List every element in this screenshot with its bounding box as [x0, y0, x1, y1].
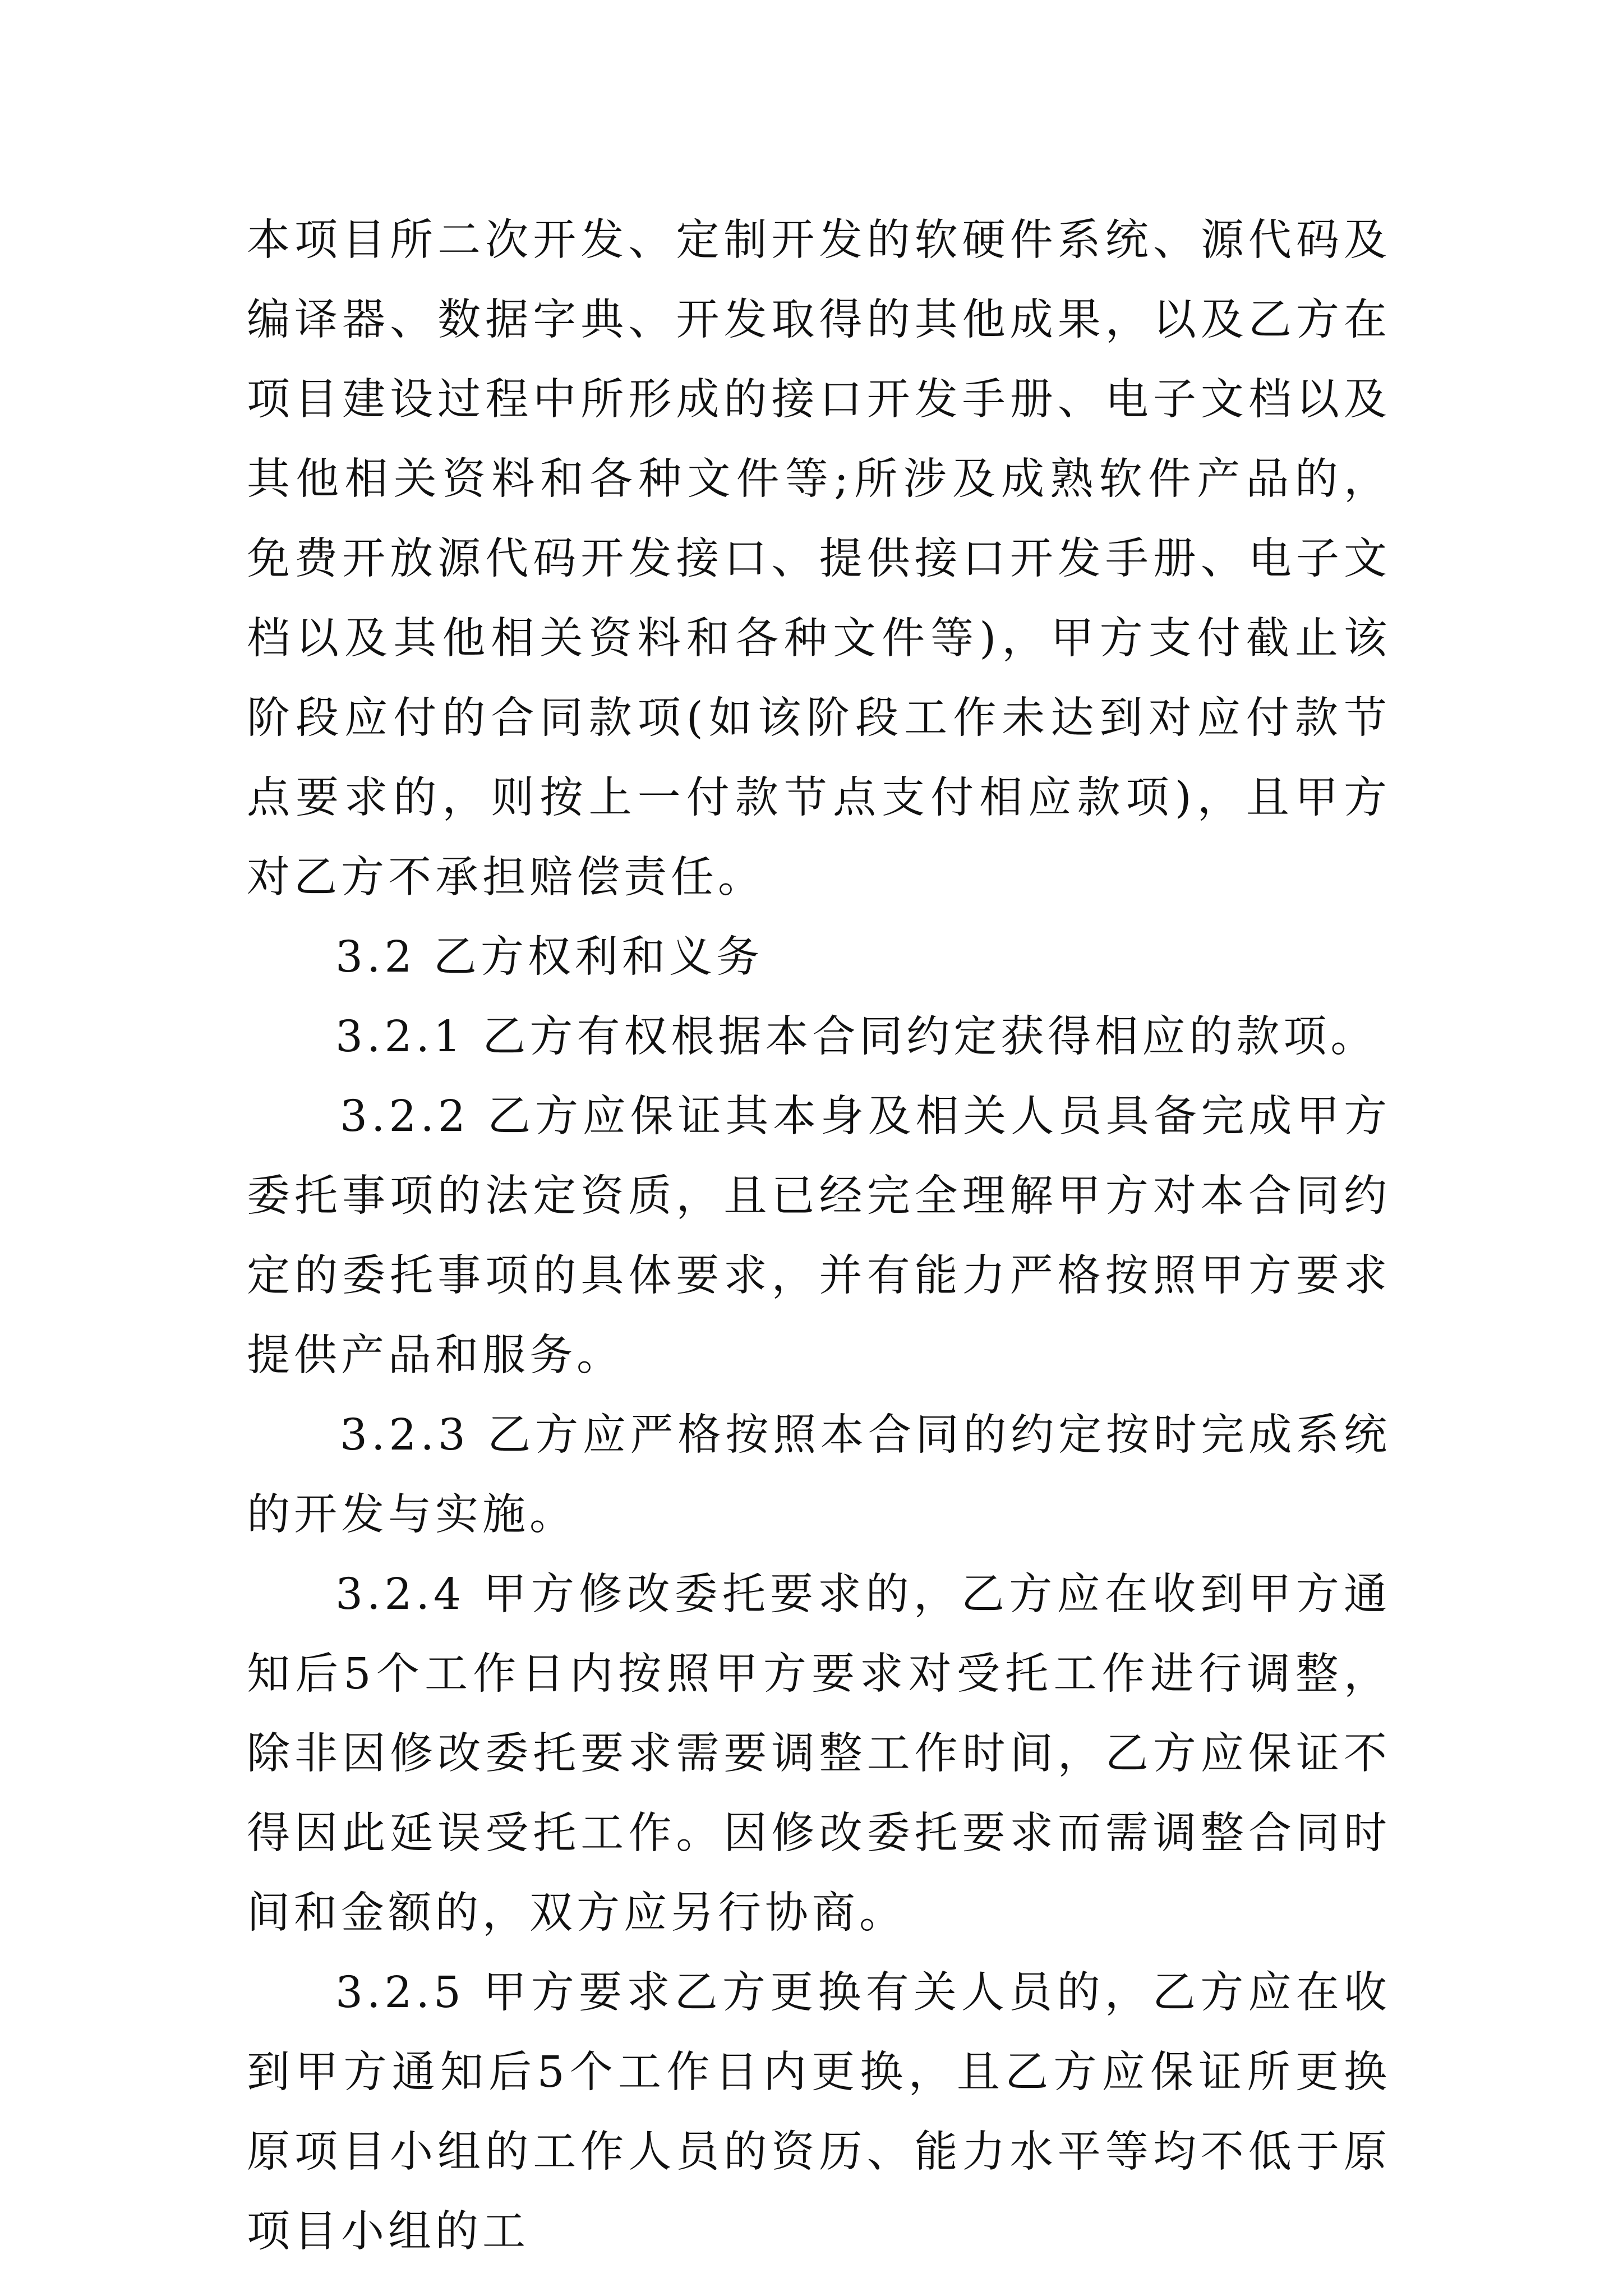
section-heading-3-2: 3.2 乙方权利和义务	[335, 932, 763, 982]
clause-3-2-2: 3.2.2 乙方应保证其本身及相关人员具备完成甲方委托事项的法定资质，且已经完全理解甲方对本合同约定的委托事项的具体要求，并有能力严格按照甲方要求提供产品和服务。	[247, 1092, 1391, 1381]
clause-3-2-5: 3.2.5 甲方要求乙方更换有关人员的，乙方应在收到甲方通知后5个工作日内更换，且乙方应保证所更换原项目小组的工作人员的资历、能力水平等均不低于原项目小组的工	[247, 1968, 1391, 2257]
clause-3-2-1: 3.2.1 乙方有权根据本合同约定获得相应的款项。	[335, 1012, 1378, 1062]
clause-3-2-3: 3.2.3 乙方应严格按照本合同的约定按时完成系统的开发与实施。	[247, 1410, 1391, 1540]
paragraph-continuation: 本项目所二次开发、定制开发的软硬件系统、源代码及编译器、数据字典、开发取得的其他成果，以及乙方在项目建设过程中所形成的接口开发手册、电子文档以及其他相关资料和各种文件等;所涉及成熟软件产品的，免费开放源代码开发接口、提供接口开发手册、电子文档以及其他相关资料和各种文件等)，甲方支付截止该阶段应付的合同款项(如该阶段工作未达到对应付款节点要求的，则按上一付款节点支付相应款项)，且甲方对乙方不承担赔偿责任。	[247, 215, 1391, 903]
clause-3-2-4: 3.2.4 甲方修改委托要求的，乙方应在收到甲方通知后5个工作日内按照甲方要求对受托工作进行调整，除非因修改委托要求需要调整工作时间，乙方应保证不得因此延误受托工作。因修改委托要求而需调整合同时间和金额的，双方应另行协商。	[247, 1570, 1391, 1938]
document-body	[247, 201, 1391, 2272]
